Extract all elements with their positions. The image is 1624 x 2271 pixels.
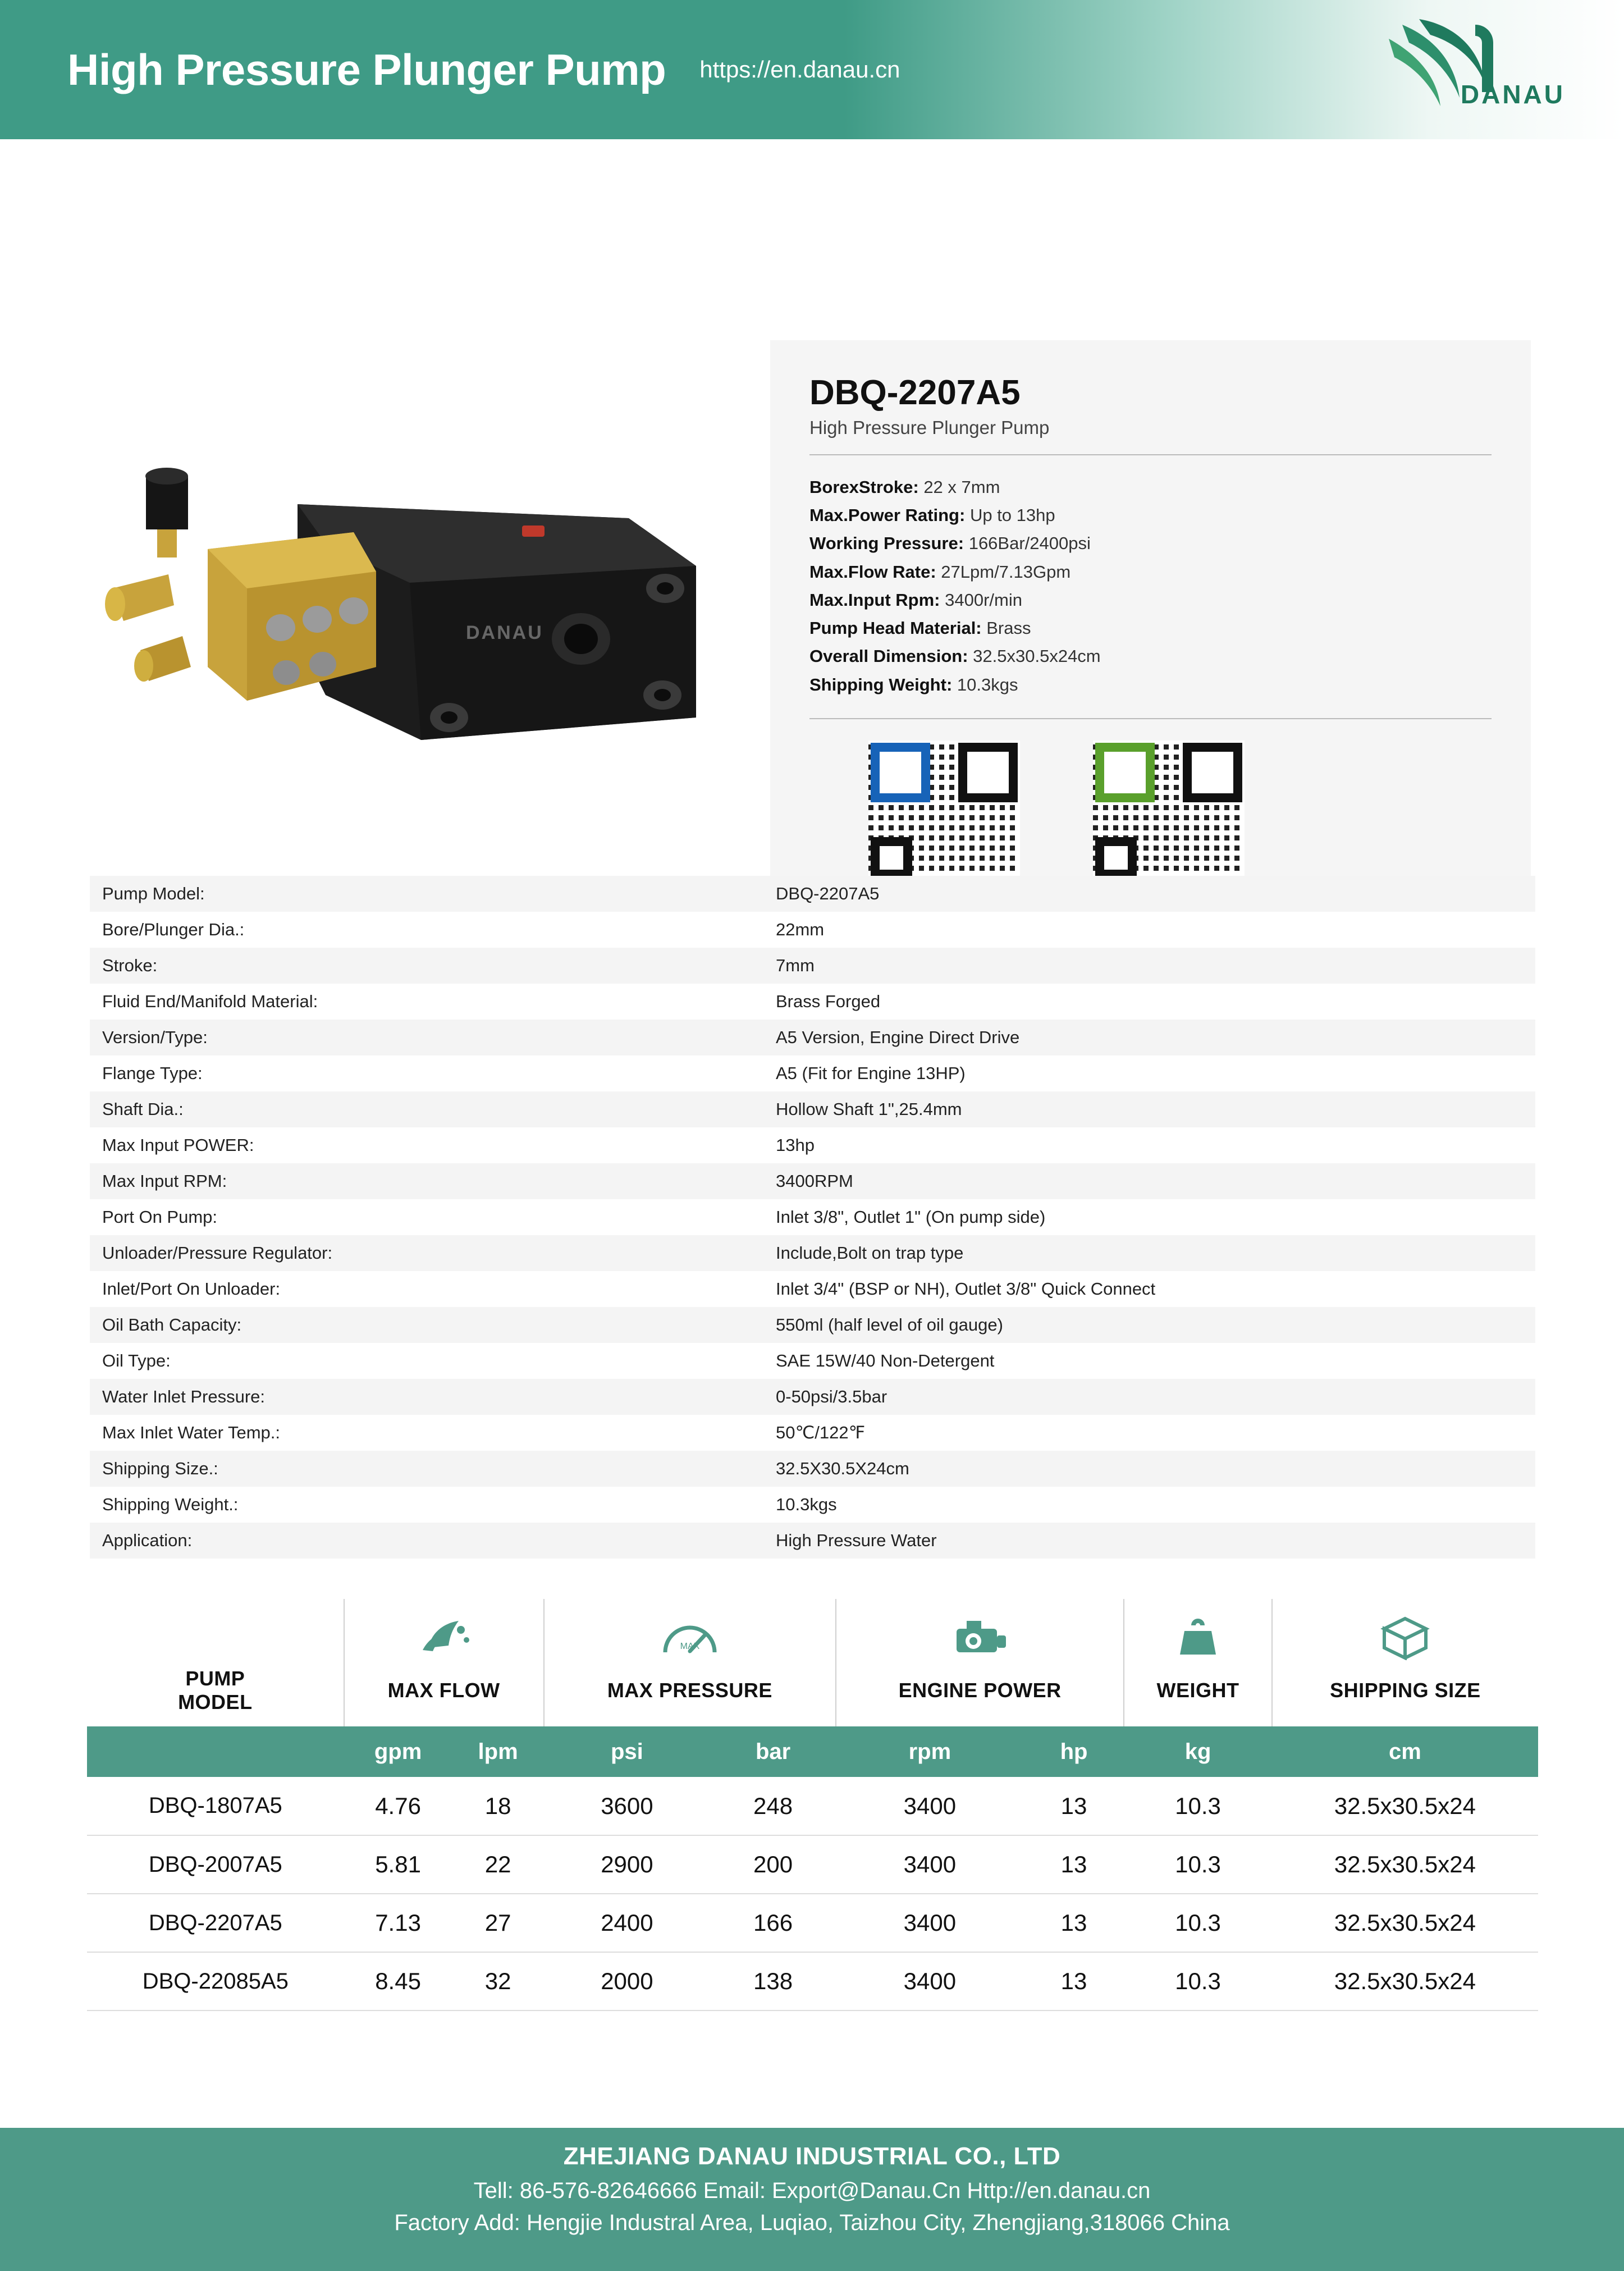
model-table-icon-row — [87, 1599, 1538, 1666]
pump-model-header: PUMP MODEL — [178, 1667, 253, 1713]
spec-value: A5 (Fit for Engine 13HP) — [776, 1063, 966, 1083]
unit-cell: hp — [1024, 1726, 1124, 1777]
unit-cell: gpm — [344, 1726, 452, 1777]
spec-value: 22mm — [776, 920, 825, 939]
product-image — [62, 403, 747, 796]
spec-value: 32.5X30.5X24cm — [776, 1459, 909, 1478]
model-table-unit-row — [87, 1726, 1538, 1777]
table-row — [87, 1894, 1538, 1952]
spec-item: Overall Dimension: 32.5x30.5x24cm — [809, 646, 1101, 666]
pump-model-icon-cell — [87, 1599, 344, 1666]
weight-icon-cell — [1124, 1599, 1272, 1666]
image-watermark: DANAU — [466, 622, 543, 643]
header-website-url[interactable]: https://en.danau.cn — [699, 56, 900, 83]
cell-model: DBQ-2007A5 — [87, 1835, 344, 1894]
spec-item: Max.Flow Rate: 27Lpm/7.13Gpm — [809, 561, 1071, 582]
table-row — [90, 876, 1535, 912]
engine-power-icon-cell — [836, 1599, 1124, 1666]
cell-size: 32.5x30.5x24 — [1272, 1952, 1538, 2010]
footer-address: Factory Add: Hengjie Industral Area, Luqiao, Taizhou City, Zhengjiang,318066 China — [394, 2210, 1230, 2235]
spec-value: Hollow Shaft 1",25.4mm — [776, 1099, 962, 1119]
table-row — [90, 912, 1535, 948]
table-row — [90, 1199, 1535, 1235]
cell-kg: 10.3 — [1124, 1894, 1272, 1952]
spec-key: Shipping Size.: — [102, 1459, 218, 1478]
cell-model: DBQ-1807A5 — [87, 1777, 344, 1835]
spec-value: Brass Forged — [776, 991, 881, 1011]
spec-item: Max.Power Rating: Up to 13hp — [809, 505, 1055, 526]
spec-value: Inlet 3/8", Outlet 1" (On pump side) — [776, 1207, 1046, 1227]
spec-value: 7mm — [776, 956, 815, 975]
youtube-label: You — [1093, 893, 1136, 920]
company-logo — [1335, 8, 1571, 129]
cell-hp: 13 — [1024, 1777, 1124, 1835]
spec-key: Unloader/Pressure Regulator: — [102, 1243, 333, 1263]
hero-spec-list — [809, 473, 1492, 699]
cell-size: 32.5x30.5x24 — [1272, 1777, 1538, 1835]
cell-kg: 10.3 — [1124, 1835, 1272, 1894]
logo-wordmark: DANAU — [1460, 80, 1565, 109]
cell-kg: 10.3 — [1124, 1777, 1272, 1835]
table-row — [90, 1235, 1535, 1271]
table-row — [90, 1055, 1535, 1091]
weight-header: WEIGHT — [1124, 1666, 1272, 1726]
spec-item: Working Pressure: 166Bar/2400psi — [809, 533, 1091, 554]
unit-cell: kg — [1124, 1726, 1272, 1777]
cell-bar: 200 — [710, 1835, 836, 1894]
spec-value: 50℃/122℉ — [776, 1423, 866, 1442]
cell-bar: 248 — [710, 1777, 836, 1835]
unit-cell: cm — [1272, 1726, 1538, 1777]
youtube-qr-icon[interactable] — [1093, 741, 1245, 881]
engine-icon — [950, 1613, 1010, 1660]
cell-lpm: 32 — [452, 1952, 544, 2010]
page-title: High Pressure Plunger Pump — [67, 44, 666, 94]
cell-lpm: 27 — [452, 1894, 544, 1952]
cell-rpm: 3400 — [836, 1894, 1024, 1952]
table-row — [90, 1307, 1535, 1343]
unit-cell — [87, 1726, 344, 1777]
weight-icon — [1177, 1613, 1219, 1660]
facebook-qr-icon[interactable] — [868, 741, 1020, 881]
max-flow-icon-cell — [344, 1599, 544, 1666]
cell-size: 32.5x30.5x24 — [1272, 1894, 1538, 1952]
table-row — [90, 1091, 1535, 1127]
table-row — [90, 1271, 1535, 1307]
spec-item: BorexStroke: 22 x 7mm — [809, 477, 1000, 497]
cell-gpm: 7.13 — [344, 1894, 452, 1952]
spec-value: SAE 15W/40 Non-Detergent — [776, 1351, 995, 1370]
page-header — [0, 0, 1624, 139]
table-row — [90, 1020, 1535, 1055]
spec-item: Max.Input Rpm: 3400r/min — [809, 590, 1022, 610]
cell-psi: 2400 — [544, 1894, 710, 1952]
pressure-gauge-icon — [660, 1613, 720, 1660]
product-spec-card — [770, 340, 1531, 953]
spec-key: Fluid End/Manifold Material: — [102, 991, 318, 1011]
shipping-size-header: SHIPPING SIZE — [1272, 1666, 1538, 1726]
footer-contact: Tell: 86-576-82646666 Email: Export@Danau.Cn Http://en.danau.cn — [473, 2178, 1151, 2203]
cell-gpm: 5.81 — [344, 1835, 452, 1894]
spec-value: High Pressure Water — [776, 1530, 937, 1550]
spec-value: Include,Bolt on trap type — [776, 1243, 964, 1263]
cell-gpm: 8.45 — [344, 1952, 452, 2010]
model-table-label-row — [87, 1666, 1538, 1726]
table-row — [90, 1127, 1535, 1163]
spec-key: Max Input POWER: — [102, 1135, 254, 1155]
spec-key: Bore/Plunger Dia.: — [102, 920, 245, 939]
spec-value: DBQ-2207A5 — [776, 884, 880, 903]
table-row — [90, 1487, 1535, 1523]
cell-bar: 138 — [710, 1952, 836, 2010]
spec-key: Stroke: — [102, 956, 158, 975]
table-row — [90, 1163, 1535, 1199]
spec-value: 13hp — [776, 1135, 815, 1155]
spec-key: Oil Type: — [102, 1351, 171, 1370]
spec-key: Shaft Dia.: — [102, 1099, 184, 1119]
spec-value: 3400RPM — [776, 1171, 853, 1191]
cell-rpm: 3400 — [836, 1835, 1024, 1894]
table-row — [87, 1835, 1538, 1894]
product-subtitle: High Pressure Plunger Pump — [809, 417, 1050, 438]
facebook-icon: f — [868, 892, 900, 923]
spec-key: Flange Type: — [102, 1063, 203, 1083]
spec-key: Water Inlet Pressure: — [102, 1387, 266, 1406]
table-row — [90, 984, 1535, 1020]
unit-cell: rpm — [836, 1726, 1024, 1777]
table-row — [90, 1415, 1535, 1451]
cell-model: DBQ-2207A5 — [87, 1894, 344, 1952]
spec-value: A5 Version, Engine Direct Drive — [776, 1027, 1020, 1047]
max-pressure-header: MAX PRESSURE — [544, 1666, 836, 1726]
logo-mark-icon — [1335, 8, 1571, 129]
spec-item: Pump Head Material: Brass — [809, 618, 1031, 638]
page-footer — [0, 2128, 1624, 2271]
unit-cell: psi — [544, 1726, 710, 1777]
divider-bottom — [809, 718, 1492, 719]
spec-key: Max Input RPM: — [102, 1171, 227, 1191]
cell-lpm: 18 — [452, 1777, 544, 1835]
cell-size: 32.5x30.5x24 — [1272, 1835, 1538, 1894]
unit-cell: lpm — [452, 1726, 544, 1777]
table-row — [90, 1451, 1535, 1487]
svg-text:MAX: MAX — [680, 1642, 700, 1651]
spec-key: Inlet/Port On Unloader: — [102, 1279, 281, 1299]
cell-bar: 166 — [710, 1894, 836, 1952]
cell-psi: 2000 — [544, 1952, 710, 2010]
cell-psi: 3600 — [544, 1777, 710, 1835]
spec-value: Inlet 3/4" (BSP or NH), Outlet 3/8" Quick Connect — [776, 1279, 1156, 1299]
flow-icon — [417, 1613, 471, 1660]
table-row — [87, 1777, 1538, 1835]
spec-item: Shipping Weight: 10.3kgs — [809, 674, 1018, 694]
table-row — [90, 948, 1535, 984]
spec-key: Max Inlet Water Temp.: — [102, 1423, 280, 1442]
footer-company-name: ZHEJIANG DANAU INDUSTRIAL CO., LTD — [563, 2142, 1061, 2170]
cell-hp: 13 — [1024, 1835, 1124, 1894]
product-model-title: DBQ-2207A5 — [809, 373, 1021, 412]
spec-key: Shipping Weight.: — [102, 1495, 239, 1514]
spec-key: Port On Pump: — [102, 1207, 218, 1227]
spec-key: Application: — [102, 1530, 193, 1550]
cell-model: DBQ-22085A5 — [87, 1952, 344, 2010]
table-row — [90, 1523, 1535, 1559]
box-icon — [1380, 1613, 1430, 1660]
spec-key: Pump Model: — [102, 884, 205, 903]
spec-value: 10.3kgs — [776, 1495, 837, 1514]
spec-value: 0-50psi/3.5bar — [776, 1387, 888, 1406]
cell-lpm: 22 — [452, 1835, 544, 1894]
spec-value: 550ml (half level of oil gauge) — [776, 1315, 1003, 1335]
facebook-label: facebook — [907, 894, 1005, 920]
engine-power-header: ENGINE POWER — [836, 1666, 1124, 1726]
max-flow-header: MAX FLOW — [344, 1666, 544, 1726]
cell-hp: 13 — [1024, 1952, 1124, 2010]
table-row — [87, 1952, 1538, 2010]
cell-kg: 10.3 — [1124, 1952, 1272, 2010]
model-comparison-table — [87, 1599, 1538, 2011]
cell-psi: 2900 — [544, 1835, 710, 1894]
table-row — [90, 1379, 1535, 1415]
unit-cell: bar — [710, 1726, 836, 1777]
divider-top — [809, 454, 1492, 455]
spec-key: Oil Bath Capacity: — [102, 1315, 242, 1335]
cell-rpm: 3400 — [836, 1952, 1024, 2010]
shipping-size-icon-cell — [1272, 1599, 1538, 1666]
spec-key: Version/Type: — [102, 1027, 208, 1047]
cell-gpm: 4.76 — [344, 1777, 452, 1835]
specification-table — [90, 876, 1535, 1559]
max-pressure-icon-cell — [544, 1599, 836, 1666]
table-row — [90, 1343, 1535, 1379]
cell-hp: 13 — [1024, 1894, 1124, 1952]
cell-rpm: 3400 — [836, 1777, 1024, 1835]
